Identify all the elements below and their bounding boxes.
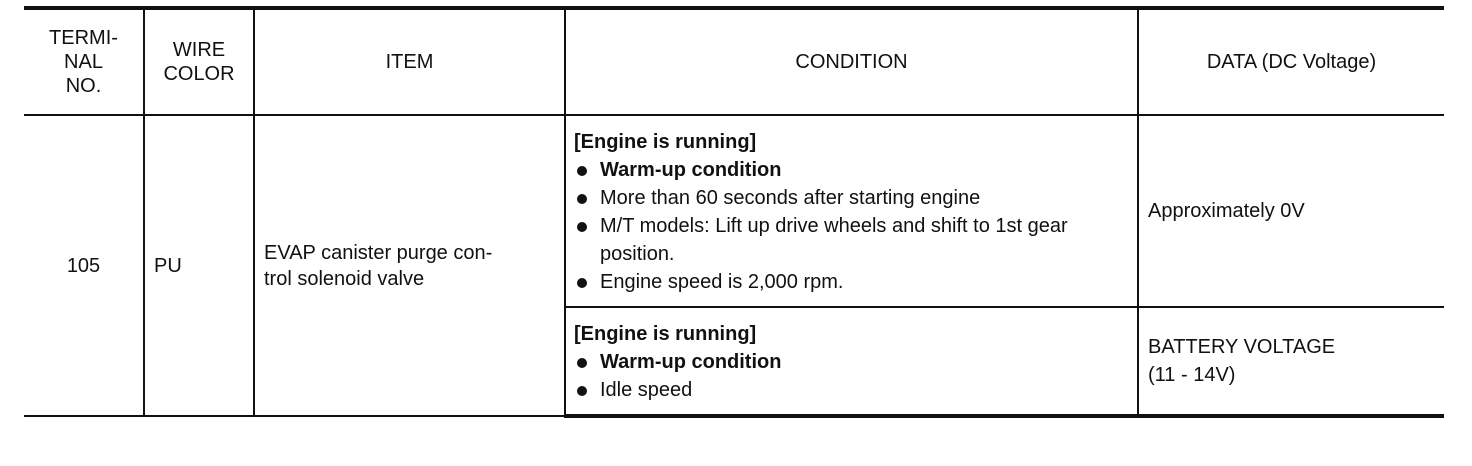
header-wire-line: WIRE (172, 39, 226, 61)
condition-text: More than 60 seconds after starting engine (600, 187, 981, 209)
condition-title: [Engine is running] (574, 131, 757, 153)
header-terminal-line: TERMI- (49, 27, 118, 49)
list-item (574, 184, 1129, 212)
table-row (24, 115, 1444, 307)
data-line: (11 - 14V) (1148, 364, 1236, 386)
condition-list (574, 348, 1129, 404)
condition-text: M/T models: Lift up drive wheels and shift to 1st gear position. (600, 215, 1068, 265)
list-item (574, 156, 1129, 184)
data-line: BATTERY VOLTAGE (1148, 336, 1336, 358)
condition-cell (565, 307, 1138, 416)
list-item (574, 212, 1129, 268)
list-item (574, 348, 1129, 376)
list-item (574, 268, 1129, 296)
bullet-icon (577, 358, 587, 368)
item-line: EVAP canister purge con- (264, 241, 493, 264)
terminal-number: 105 (24, 115, 144, 416)
bullet-icon (577, 386, 587, 396)
condition-cell (565, 115, 1138, 307)
header-row (24, 8, 1444, 115)
data-value (1138, 115, 1444, 307)
condition-text: Warm-up condition (600, 159, 782, 181)
condition-text: Warm-up condition (600, 351, 782, 373)
header-condition: CONDITION (565, 8, 1138, 115)
condition-title: [Engine is running] (574, 323, 757, 345)
data-value (1138, 307, 1444, 416)
wire-color: PU (144, 115, 254, 416)
bullet-icon (577, 166, 587, 176)
bullet-icon (577, 194, 587, 204)
terminal-data-table (24, 6, 1444, 418)
item-description (254, 115, 565, 416)
bullet-icon (577, 222, 587, 232)
header-terminal-no (24, 8, 144, 115)
item-line: trol solenoid valve (264, 267, 425, 290)
condition-list (574, 156, 1129, 296)
list-item (574, 376, 1129, 404)
header-item: ITEM (254, 8, 565, 115)
header-wire-color (144, 8, 254, 115)
condition-text: Idle speed (600, 379, 693, 401)
header-terminal-line: NAL (64, 51, 103, 73)
condition-text: Engine speed is 2,000 rpm. (600, 271, 844, 293)
header-wire-line: COLOR (163, 63, 235, 85)
header-data: DATA (DC Voltage) (1138, 8, 1444, 115)
data-line: Approximately 0V (1148, 200, 1305, 222)
bullet-icon (577, 278, 587, 288)
header-terminal-line: NO. (65, 75, 102, 97)
